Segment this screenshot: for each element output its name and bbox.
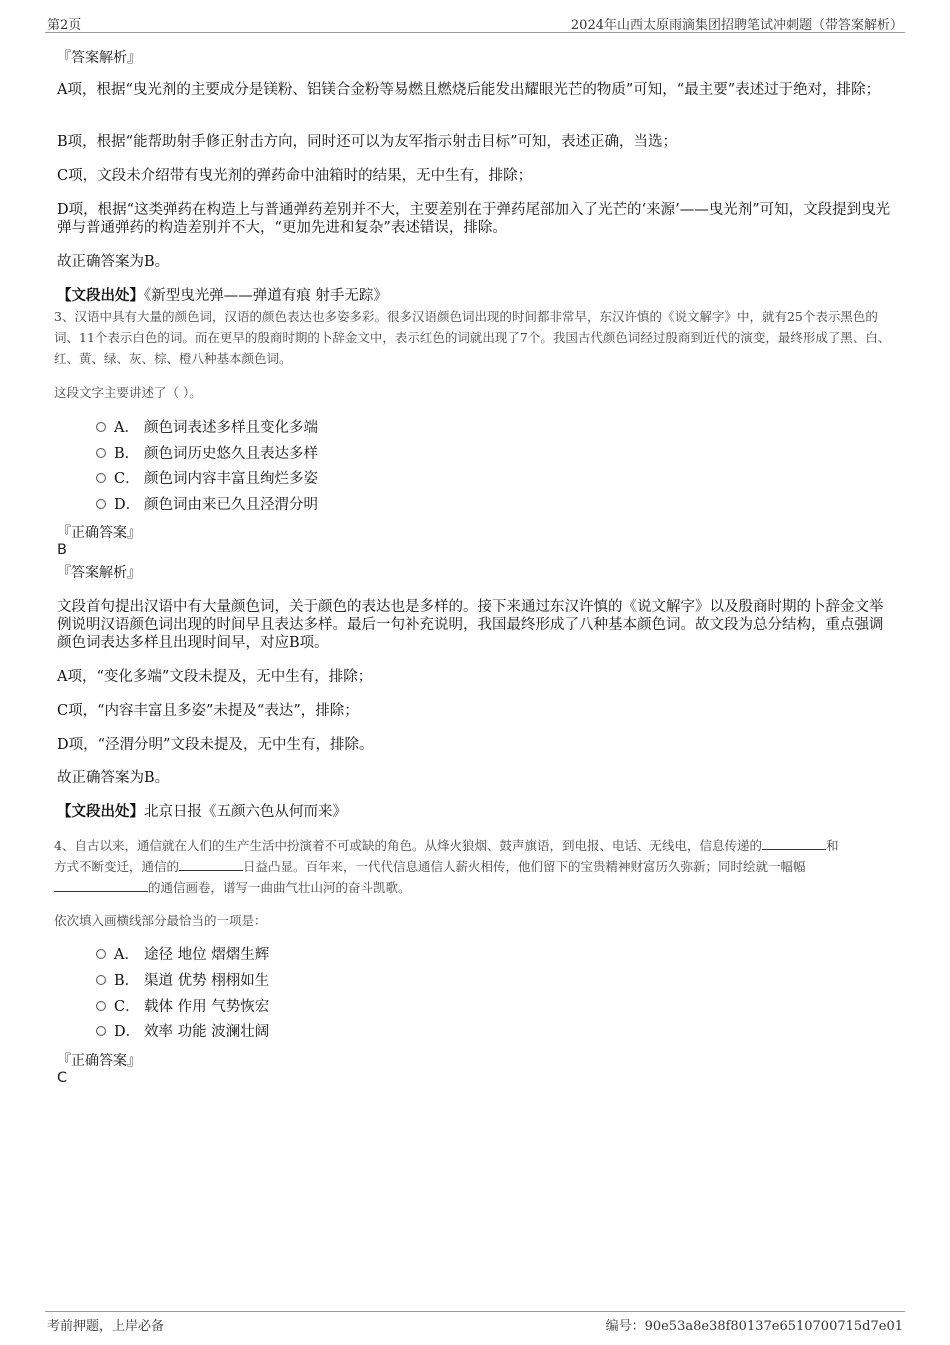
conclusion: 故正确答案为B。 <box>57 254 170 270</box>
analysis-option-d: D项，“泾渭分明”文段未提及，无中生有，排除。 <box>57 737 374 753</box>
q4-option-c[interactable] <box>96 997 269 1017</box>
option-text: 颜色词由来已久且泾渭分明 <box>144 497 318 513</box>
q4-option-b[interactable] <box>96 971 269 991</box>
analysis-option-a: A项，“变化多端”文段未提及，无中生有，排除； <box>57 669 373 685</box>
analysis-option-d: D项，根据“这类弹药在构造上与普通弹药差别并不大，主要差别在于弹药尾部加入了光芒的‘来源’——曳光剂”可知，文段提到曳光弹与普通弹药的构造差别并不大，“更加先进和复杂”表述错误，排除。 <box>57 202 891 236</box>
page-footer <box>45 1311 905 1334</box>
analysis-text: 文段首句提出汉语中有大量颜色词，关于颜色的表达也是多样的。接下来通过东汉许慎的《说文解字》以及殷商时期的卜辞金文举例说明汉语颜色词出现的时间早且表达多样。最后一句补充说明，我国最终形成了八种基本颜色词。故文段为总分结构，重点强调颜色词表达多样且出现时间早，对应B项。 <box>57 599 884 651</box>
analysis-option-a: A项，根据“曳光剂的主要成分是镁粉、铝镁合金粉等易燃且燃烧后能发出耀眼光芒的物质”可知，“最主要”表述过于绝对，排除； <box>57 82 881 98</box>
option-text: 颜色词内容丰富且绚烂多姿 <box>144 471 318 487</box>
source-text: 《新型曳光弹——弹道有痕 射手无踪》 <box>144 288 388 304</box>
question-3-stem: 这段文字主要讲述了（ ）。 <box>54 385 202 400</box>
option-text: 载体 作用 气势恢宏 <box>144 999 270 1015</box>
analysis-option-c: C项，文段未介绍带有曳光剂的弹药命中油箱时的结果，无中生有，排除； <box>57 168 533 184</box>
radio-icon[interactable] <box>96 448 106 458</box>
radio-icon[interactable] <box>96 949 106 959</box>
question-4-line1: 4、自古以来，通信就在人们的生产生活中扮演着不可或缺的角色。从烽火狼烟、鼓声旗语，到电报、电话、无线电，信息传递的 <box>54 838 762 853</box>
correct-answer: B <box>57 542 67 558</box>
question-4-text <box>54 835 896 898</box>
question-4-line3: 的通信画卷，谱写一曲曲气壮山河的奋斗凯歌。 <box>148 880 411 895</box>
blank-3 <box>54 879 148 892</box>
conclusion: 故正确答案为B。 <box>57 770 170 786</box>
option-letter: D． <box>114 497 141 513</box>
option-letter: A． <box>114 947 139 963</box>
blank-2 <box>179 858 243 871</box>
document-code: 编号：90e53a8e38f80137e6510700715d7e01 <box>605 1319 903 1334</box>
source <box>57 287 892 305</box>
q3-option-a[interactable] <box>96 418 318 438</box>
document-title: 2024年山西太原雨滴集团招聘笔试冲刺题（带答案解析） <box>570 18 903 33</box>
correct-answer-label: 『正确答案』 <box>57 525 141 541</box>
source <box>57 803 892 821</box>
q3-option-c[interactable] <box>96 469 318 489</box>
radio-icon[interactable] <box>96 473 106 483</box>
q3-option-b[interactable] <box>96 444 318 464</box>
analysis-label: 『答案解析』 <box>57 565 141 581</box>
radio-icon[interactable] <box>96 975 106 985</box>
radio-icon[interactable] <box>96 1001 106 1011</box>
correct-answer-label: 『正确答案』 <box>57 1053 141 1069</box>
page-header <box>45 14 905 33</box>
source-label: 【文段出处】 <box>57 287 144 304</box>
footer-slogan: 考前押题，上岸必备 <box>47 1319 165 1334</box>
q4-option-a[interactable] <box>96 945 269 965</box>
source-text: 北京日报《五颜六色从何而来》 <box>144 804 347 820</box>
radio-icon[interactable] <box>96 422 106 432</box>
analysis-option-c: C项，“内容丰富且多姿”未提及“表达”，排除； <box>57 703 359 719</box>
option-letter: B． <box>114 446 140 462</box>
option-text: 颜色词表述多样且变化多端 <box>144 420 318 436</box>
question-4-line1-end: 和 <box>825 838 839 853</box>
option-text: 效率 功能 波澜壮阔 <box>144 1024 270 1040</box>
question-4-line2a: 方式不断变迁，通信的 <box>54 859 180 874</box>
page-number: 第2页 <box>47 18 82 33</box>
question-4-stem: 依次填入画横线部分最恰当的一项是： <box>54 913 267 928</box>
option-letter: B． <box>114 973 140 989</box>
q3-option-d[interactable] <box>96 495 318 515</box>
option-letter: D． <box>114 1024 141 1040</box>
question-3-text: 3、汉语中具有大量的颜色词，汉语的颜色表达也多姿多彩。很多汉语颜色词出现的时间都非常早，东汉许慎的《说文解字》中，就有25个表示黑色的词、11个表示白色的词。而在更早的殷商时期的卜辞金文中，表示红色的词就出现了7个。我国古代颜色词经过殷商到近代的演变，最终形成了黑、白、红、黄、绿、灰、棕、橙八种基本颜色词。 <box>54 309 891 366</box>
q4-option-d[interactable] <box>96 1022 269 1042</box>
correct-answer: C <box>57 1070 68 1086</box>
blank-1 <box>762 837 826 850</box>
analysis-label: 『答案解析』 <box>57 50 141 66</box>
source-label: 【文段出处】 <box>57 803 144 820</box>
option-letter: C． <box>114 471 140 487</box>
option-letter: A． <box>114 420 139 436</box>
option-text: 途径 地位 熠熠生辉 <box>144 947 270 963</box>
option-text: 颜色词历史悠久且表达多样 <box>144 446 318 462</box>
question-4-line2b: 日益凸显。百年来，一代代信息通信人薪火相传，他们留下的宝贵精神财富历久弥新；同时绘就一幅幅 <box>243 859 806 874</box>
radio-icon[interactable] <box>96 499 106 509</box>
analysis-option-b: B项，根据“能帮助射手修正射击方向，同时还可以为友军指示射击目标”可知，表述正确，当选； <box>57 134 677 150</box>
radio-icon[interactable] <box>96 1026 106 1036</box>
option-text: 渠道 优势 栩栩如生 <box>144 973 270 989</box>
option-letter: C． <box>114 999 140 1015</box>
